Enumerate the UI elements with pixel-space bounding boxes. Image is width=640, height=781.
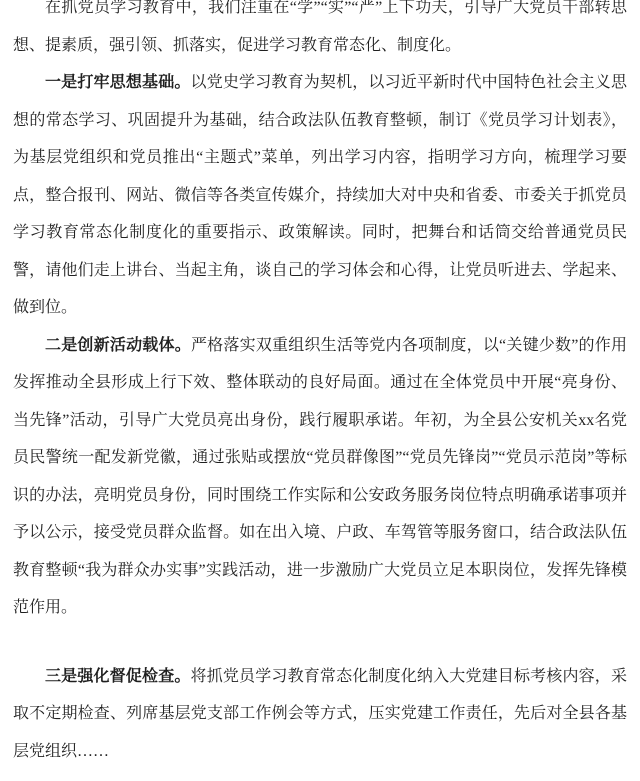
- paragraph-point-3-text: 将抓党员学习教育常态化制度化纳入大党建目标考核内容，采取不定期检查、列席基层党支部工作例会等方式，压实党建工作责任，先后对全县各基层党组织……: [13, 667, 627, 760]
- paragraph-point-2-lead: 二是创新活动载体。: [45, 336, 191, 354]
- paragraph-point-2-text: 严格落实双重组织生活等党内各项制度，以“关键少数”的作用发挥推动全县形成上行下效、整体联动的良好局面。通过在全体党员中开展“亮身份、当先锋”活动，引导广大党员亮出身份，践行履职承诺。年初，为全县公安机关xx名党员民警统一配发新党徽，通过张贴或摆放“党员群像图”“党员先锋岗”“党员示范岗”等标识的办法，亮明党员身份，同时围绕工作实际和公安政务服务岗位特点明确承诺事项并予以公示，接受党员群众监督。如在出入境、户政、车驾管等服务窗口，结合政法队伍教育整顿“我为群众办实事”实践活动，进一步激励广大党员立足本职岗位，发挥先锋模范作用。: [13, 336, 627, 616]
- paragraph-intro: [13, 0, 627, 64]
- paragraph-point-2: [13, 327, 627, 627]
- paragraph-intro-text: 在抓党员学习教育中，我们注重在“学”“实”“严”上下功夫，引导广大党员干部转思想、提素质，强引领、抓落实，促进学习教育常态化、制度化。: [13, 0, 627, 54]
- paragraph-point-1-lead: 一是打牢思想基础。: [45, 74, 191, 91]
- paragraph-point-3: [13, 658, 627, 771]
- paragraph-point-1-text: 以党史学习教育为契机，以习近平新时代中国特色社会主义思想的常态学习、巩固提升为基础，结合政法队伍教育整顿，制订《党员学习计划表》，为基层党组织和党员推出“主题式”菜单，列出学习内容，指明学习方向，梳理学习要点，整合报刊、网站、微信等各类宣传媒介，持续加大对中央和省委、市委关于抓党员学习教育常态化制度化的重要指示、政策解读。同时，把舞台和话筒交给普通党员民警，请他们走上讲台、当起主角，谈自己的学习体会和心得，让党员听进去、学起来、做到位。: [13, 74, 627, 316]
- document-text: [13, 0, 627, 770]
- paragraph-point-3-lead: 三是强化督促检查。: [45, 667, 191, 685]
- paragraph-point-1: [13, 64, 627, 327]
